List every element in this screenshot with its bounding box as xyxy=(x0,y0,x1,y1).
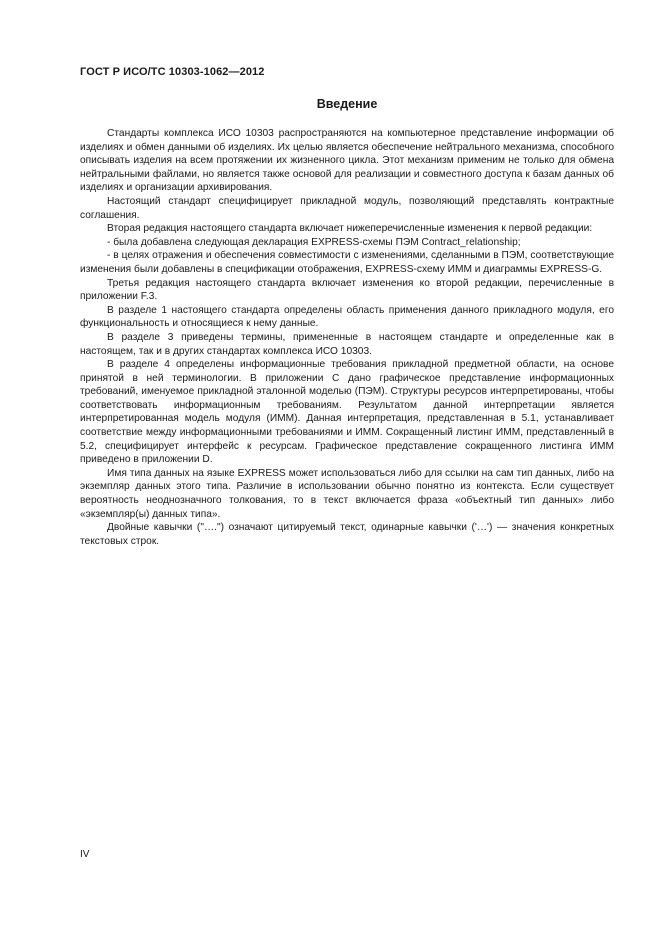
paragraph: Вторая редакция настоящего стандарта включает нижеперечисленные изменения к первой редакции: xyxy=(107,223,593,235)
document-header: ГОСТ Р ИСО/ТС 10303-1062—2012 xyxy=(80,66,265,78)
paragraph: Стандарты комплекса ИСО 10303 распространяются на компьютерное представление информации об изделиях и обмен данными об изделиях. Их целью является обеспечение нейтрального механизма, способного описывать изделия на всем протяжении их жизненного цикла. Этот механизм применим не только для обмена нейтральными файлами, но является также основой для реализации и совместного доступа к базам данных об изделиях и организации архивирования. xyxy=(80,128,614,194)
paragraph: В разделе 1 настоящего стандарта определены область применения данного прикладного модуля, его функциональность и относящиеся к нему данные. xyxy=(80,304,614,330)
paragraph: Третья редакция настоящего стандарта включает изменения ко второй редакции, перечисленные в приложении F.3. xyxy=(80,277,614,303)
list-item: - в целях отражения и обеспечения совместимости с изменениями, сделанными в ПЭМ, соответствующие изменения были добавлены в спецификации отображения, EXPRESS-схему ИММ и диаграммы EXPRESS-G. xyxy=(80,250,614,275)
paragraph: Имя типа данных на языке EXPRESS может использоваться либо для ссылки на сам тип данных, либо на экземпляр данных этого типа. Различие в использовании обычно понятно из контекста. Если существует вероятность неоднозначного толкования, то в текст включается фраза «объектный тип данных» либо «экземпляр(ы) данных типа». xyxy=(80,467,614,520)
page-number: IV xyxy=(80,849,90,860)
paragraph: Двойные кавычки ("….") означают цитируемый текст, одинарные кавычки ('…') — значения конкретных текстовых строк. xyxy=(80,522,614,547)
list-item: - была добавлена следующая декларация EXPRESS-схемы ПЭМ Contract_relationship; xyxy=(107,236,521,248)
paragraph: В разделе 3 приведены термины, примененные в настоящем стандарте и определенные как в настоящем, так и в других стандартах комплекса ИСО 10303. xyxy=(80,331,614,357)
paragraph: Настоящий стандарт специфицирует прикладной модуль, позволяющий представлять контрактные соглашения. xyxy=(80,195,614,221)
section-title: Введение xyxy=(316,97,378,111)
paragraph: В разделе 4 определены информационные требования прикладной предметной области, на основе принятой в ней терминологии. В приложении С дано графическое представление информационных требований, именуемое прикладной эталонной моделью (ПЭМ). Структуры ресурсов интерпретированы, чтобы соответствовать информационным требованиям. Результатом данной интерпретации является интерпретированная модель модуля (ИММ). Данная интерпретация, представленная в 5.1, устанавливает соответствие между информационными требованиями и ИММ. Сокращенный листинг ИММ, представленный в 5.2, специфицирует интерфейс к ресурсам. Графическое представление сокращенного листинга ИММ приведено в приложении D. xyxy=(80,359,614,466)
body-text xyxy=(80,127,614,548)
